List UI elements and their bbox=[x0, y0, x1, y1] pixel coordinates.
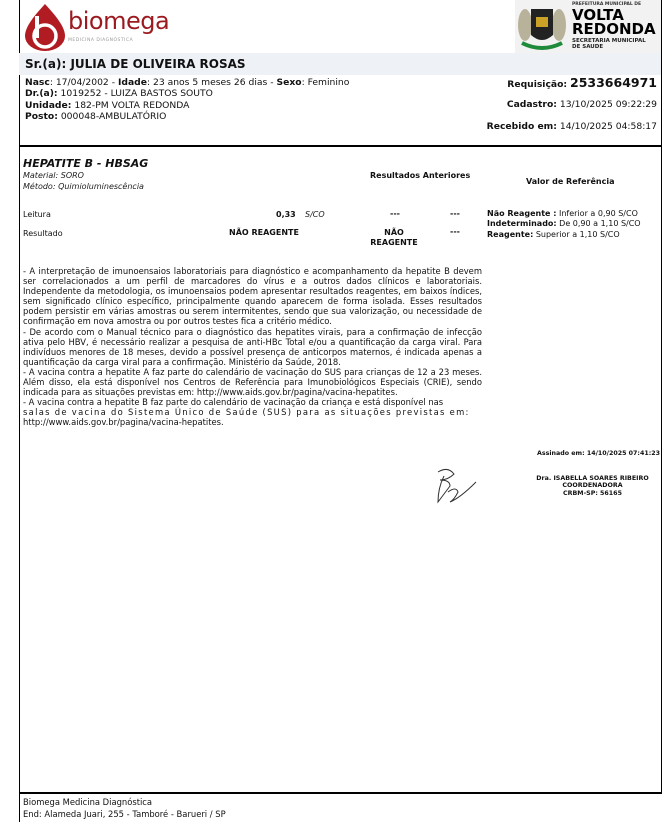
page-border-right bbox=[661, 0, 662, 793]
post-line bbox=[25, 112, 166, 122]
logo-text: VOLTA bbox=[572, 6, 624, 24]
doctor: 1019252 - LUIZA BASTOS SOUTO bbox=[57, 88, 213, 99]
birth-date: : 17/04/2002 - bbox=[49, 77, 118, 88]
note: http://www.aids.gov.br/pagina/vacina-hepatites. bbox=[23, 417, 224, 428]
note: - De acordo com o Manual técnico para o diagnóstico das hepatites virais, para a confirmação de infecção ativa pelo HBV, é necessário realizar a pesquisa de anti-HBc Total e/ou a quantificação da carga viral. Para indivíduos menores de 18 meses, devido a possível presença de anticorpos maternos, é indicada apenas a quantificação da carga viral para a confirmação. Ministério da Saúde, 2018. bbox=[23, 326, 482, 367]
divider bbox=[19, 145, 662, 147]
previous-result: --- bbox=[450, 209, 460, 218]
signer-role: COORDENADORA bbox=[562, 482, 623, 490]
post: 000048-AMBULATÓRIO bbox=[57, 111, 167, 122]
label: Dr.(a): bbox=[25, 88, 58, 99]
logo-text: PREFEITURA MUNICIPAL DE bbox=[572, 2, 642, 7]
divider bbox=[19, 792, 662, 794]
label: Posto: bbox=[25, 111, 58, 122]
patient-name: Sr.(a): JULIA DE OLIVEIRA ROSAS bbox=[25, 57, 246, 71]
registration bbox=[507, 97, 657, 112]
note: salas de vacina do Sistema Único de Saúde (SUS) para as situações previstas em: bbox=[23, 407, 470, 418]
result-value: 0,33 bbox=[276, 210, 296, 219]
previous-result: --- bbox=[450, 227, 460, 236]
reference-values bbox=[487, 209, 657, 240]
signer-registry: CRBM-SP: 56165 bbox=[563, 489, 622, 497]
biomega-wordmark: biomega bbox=[68, 7, 170, 35]
label: Cadastro: bbox=[506, 99, 557, 110]
note: - A interpretação de imunoensaios laboratoriais para diagnóstico e acompanhamento da hepatite B devem ser correlacionados a um perfil de marcadores do vírus e a outros dados clínicos e laboratoriais. Independente da metodologia, os imunoensaios podem apresentar resultados reagentes, em baixos índices, sem significado clínico específico, principalmente quando aparecem de forma isolada. Esses resultados podem persistir em várias amostras ou serem intermitentes, sendo que sua valorização, ou necessidade de confirmação em nova amostra ou por outros testes fica a critério médico. bbox=[23, 266, 482, 327]
sex: : Feminino bbox=[301, 77, 350, 88]
result-unit: S/CO bbox=[305, 210, 325, 219]
requisition-number: 2533664971 bbox=[570, 75, 657, 90]
reference-item bbox=[487, 209, 657, 219]
footer-address: End: Alameda Juari, 255 - Tamboré - Barueri / SP bbox=[23, 809, 226, 819]
reference-text: De 0,90 a 1,10 S/CO bbox=[556, 219, 641, 229]
note: - A vacina contra a hepatite A faz parte do calendário de vacinação do SUS para crianças de 12 a 23 meses. Além disso, ela está disponível nos Centros de Referência para Imunobiológicos Especiais (CRIE), sendo indicada para as situações previstas em: http://www.aids.gov.br/pagina/vacina-hepatites. bbox=[23, 366, 482, 398]
row-label: Resultado bbox=[23, 229, 63, 238]
biomega-logo bbox=[22, 2, 68, 52]
footer-company: Biomega Medicina Diagnóstica bbox=[23, 797, 153, 807]
reference-text: Superior a 1,10 S/CO bbox=[533, 229, 620, 239]
exam-method: Método: Quimioluminescência bbox=[23, 182, 144, 191]
exam-material: Material: SORO bbox=[23, 171, 84, 180]
reference-text: Inferior a 0,90 S/CO bbox=[556, 209, 638, 218]
exam-notes bbox=[23, 266, 482, 428]
signer-block bbox=[530, 475, 655, 497]
previous-result: NÃO REAGENTE bbox=[370, 228, 418, 247]
label: Requisição: bbox=[507, 79, 568, 90]
signer-name: Dra. ISABELLA SOARES RIBEIRO bbox=[536, 475, 649, 482]
reference-item bbox=[487, 219, 657, 229]
logo-text: SECRETARIA MUNICIPAL bbox=[572, 38, 646, 44]
label: Sexo bbox=[276, 77, 302, 88]
logo-text bbox=[572, 8, 656, 36]
logo-text: REDONDA bbox=[572, 20, 656, 38]
label: Não Reagente : bbox=[487, 209, 557, 218]
patient-birth-line bbox=[25, 78, 349, 88]
unit-line bbox=[25, 101, 189, 111]
exam-title: HEPATITE B - HBSAG bbox=[23, 157, 149, 170]
biomega-tagline: MEDICINA DIAGNÓSTICA bbox=[68, 38, 134, 43]
signed-at: Assinado em: 14/10/2025 07:41:23 bbox=[537, 450, 660, 457]
previous-result: --- bbox=[390, 209, 400, 218]
label: Unidade: bbox=[25, 100, 72, 111]
unit: 182-PM VOLTA REDONDA bbox=[71, 100, 190, 111]
received bbox=[487, 119, 657, 134]
page-border-left bbox=[19, 0, 20, 822]
registration-date: 13/10/2025 09:22:29 bbox=[556, 99, 657, 110]
age: : 23 anos 5 meses 26 dias - bbox=[146, 77, 277, 88]
logo-text bbox=[572, 38, 646, 50]
label: Indeterminado: bbox=[487, 219, 557, 229]
reference-header: Valor de Referência bbox=[526, 177, 615, 186]
city-crest-icon bbox=[517, 3, 567, 51]
handwritten-signature bbox=[430, 462, 480, 507]
label: Reagente: bbox=[487, 229, 534, 239]
label: Nasc bbox=[25, 77, 50, 88]
label: Idade bbox=[117, 77, 147, 88]
received-date: 14/10/2025 04:58:17 bbox=[556, 121, 657, 132]
label: Recebido em: bbox=[486, 121, 557, 132]
logo-text: DE SAUDE bbox=[572, 44, 604, 50]
note: - A vacina contra a hepatite B faz parte do calendário de vacinação da criança e está disponível nas bbox=[23, 397, 444, 408]
reference-item bbox=[487, 230, 657, 240]
requisition bbox=[507, 75, 657, 92]
doctor-line bbox=[25, 89, 213, 99]
result-value: NÃO REAGENTE bbox=[229, 228, 299, 237]
biomega-drop-icon bbox=[22, 2, 68, 52]
row-label: Leitura bbox=[23, 210, 51, 219]
previous-results-header: Resultados Anteriores bbox=[370, 171, 471, 180]
